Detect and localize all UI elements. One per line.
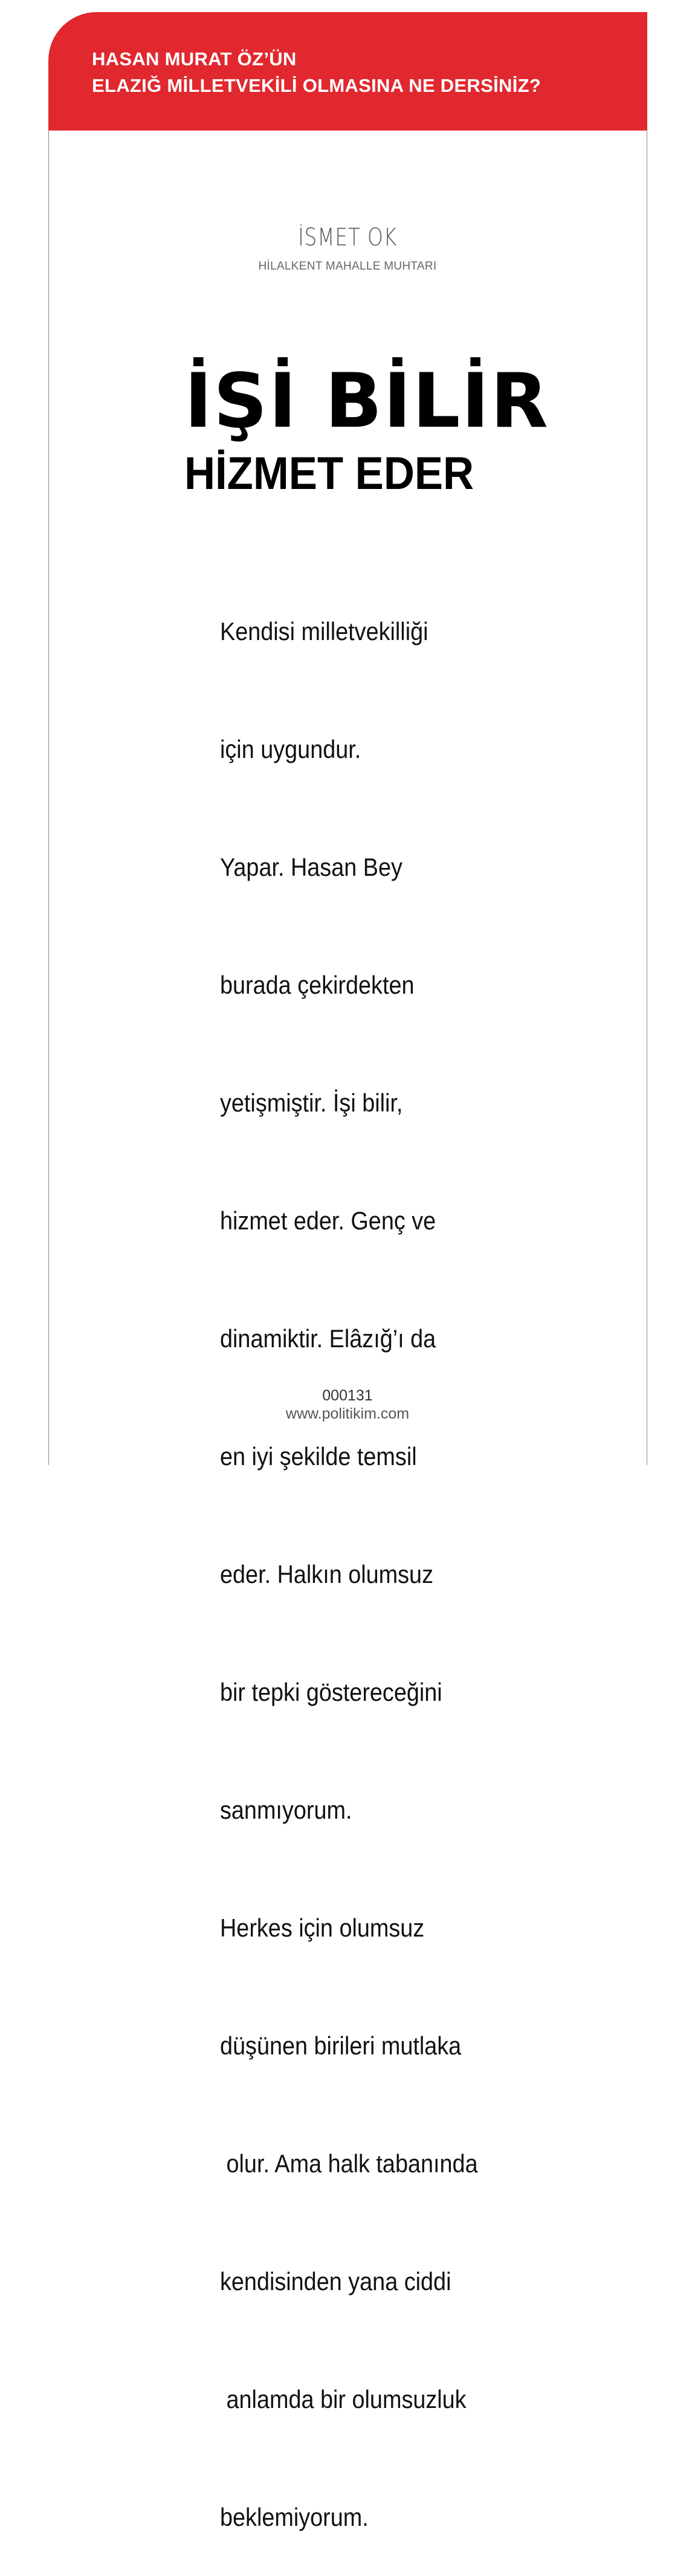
quote-line: en iyi şekilde temsil [220,1442,417,1471]
person-name: İSMET OK [298,224,397,251]
quote-line: Yapar. Hasan Bey [220,853,402,881]
quote-line: Herkes için olumsuz [220,1914,425,1942]
quote-line: anlamda bir olumsuzluk [220,2385,467,2413]
quote-line: için uygundur. [220,735,361,763]
quote-line: burada çekirdekten [220,971,415,999]
quote-line: sanmıyorum. [220,1796,352,1824]
quote-body [220,533,525,2576]
person-title: HİLALKENT MAHALLE MUHTARI [258,260,437,273]
headline-main: İŞİ BİLİR [184,358,550,445]
headline-sub: HİZMET EDER [184,448,474,499]
banner-line-1: HASAN MURAT ÖZ’ÜN [92,48,297,70]
quote-line: hizmet eder. Genç ve [220,1206,436,1235]
site-link[interactable]: www.politikim.com [285,1405,410,1422]
quote-line: Kendisi milletvekilliği [220,617,428,646]
quote-line: kendisinden yana ciddi [220,2267,451,2296]
quote-line: dinamiktir. Elâzığ’ı da [220,1324,436,1353]
quote-line: bir tepki göstereceğini [220,1678,442,1706]
quote-line: beklemiyorum. [220,2503,369,2531]
banner-line-2: ELAZIĞ MİLLETVEKİLİ OLMASINA NE DERSİNİZ? [92,75,541,96]
quote-line: düşünen birileri mutlaka [220,2031,462,2060]
page-code: 000131 [322,1387,373,1404]
page-border-left [48,130,49,1465]
quote-line: eder. Halkın olumsuz [220,1560,433,1588]
quote-line: olur. Ama halk tabanında [220,2149,478,2178]
question-banner [48,12,647,131]
quote-line: yetişmiştir. İşi bilir, [220,1089,403,1117]
